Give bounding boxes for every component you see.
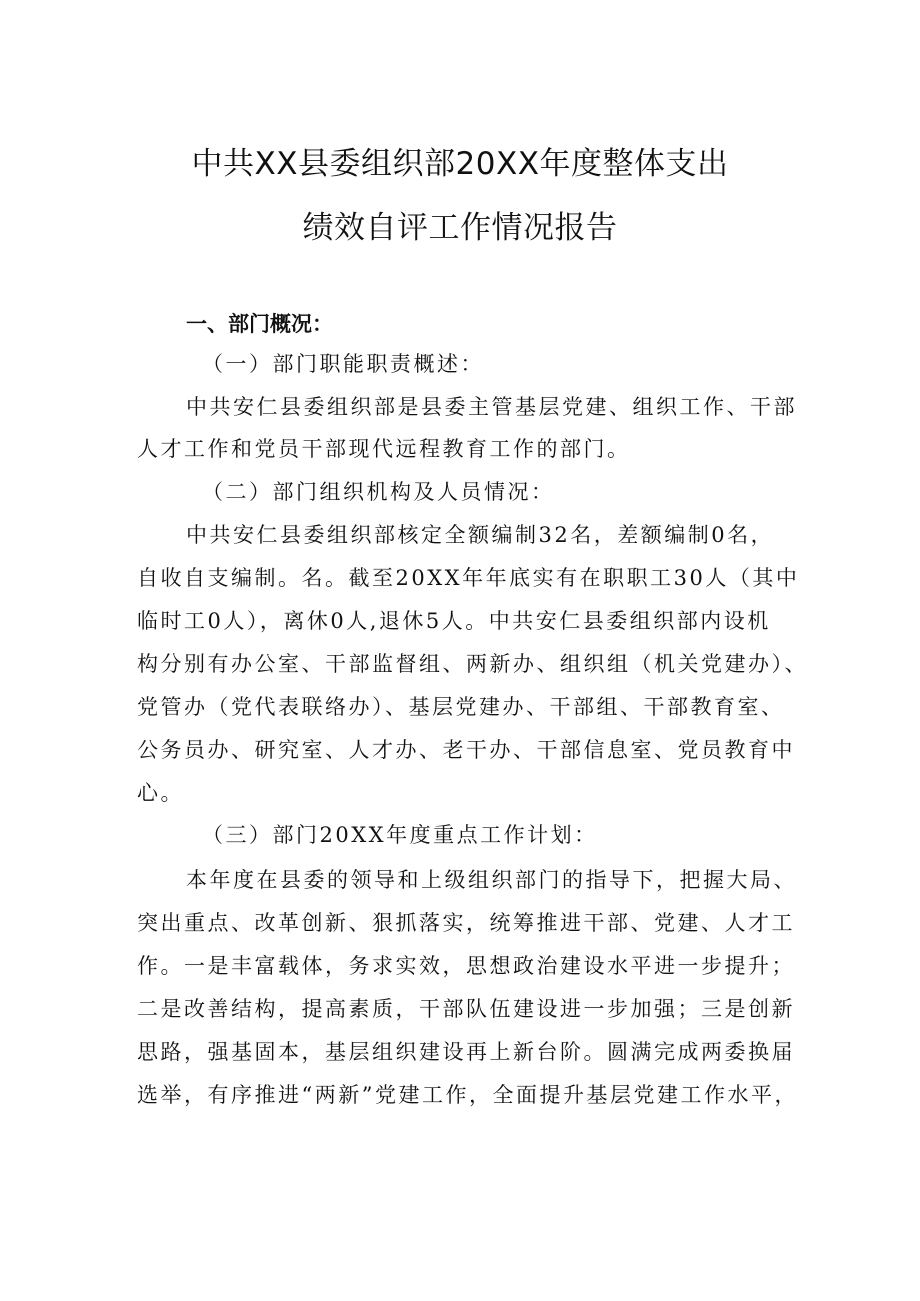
paragraph-line: 自收自支编制。名。截至20XX年年底实有在职职工30人（其中 xyxy=(137,566,800,590)
section-heading-department-overview: 一、部门概况： xyxy=(186,312,333,336)
paragraph-line: 突出重点、改革创新、狠抓落实，统筹推进干部、党建、人才工 xyxy=(137,911,795,935)
paragraph-line: 心。 xyxy=(137,781,184,805)
paragraph-line: 党管办（党代表联络办）、基层党建办、干部组、干部教育室、 xyxy=(137,695,785,719)
paragraph-line: 中共安仁县委组织部是县委主管基层党建、组织工作、干部 xyxy=(186,395,797,419)
paragraph-line: 本年度在县委的领导和上级组织部门的指导下，把握大局、 xyxy=(186,868,797,892)
paragraph-line: 临时工0人），离休0人,退休5人。中共安仁县委组织部内设机 xyxy=(137,609,771,633)
paragraph-line: 思路，强基固本，基层组织建设再上新台阶。圆满完成两委换届 xyxy=(137,1040,795,1064)
paragraph-line: 公务员办、研究室、人才办、老干办、干部信息室、党员教育中 xyxy=(137,738,795,762)
paragraph-line: 作。一是丰富载体，务求实效，思想政治建设水平进一步提升； xyxy=(137,954,795,978)
document-title-line-1: 中共XX县委组织部20XX年度整体支出 xyxy=(191,146,729,182)
paragraph-line: 选举，有序推进“两新”党建工作，全面提升基层党建工作水平， xyxy=(137,1083,798,1107)
subsection-heading-duties: （一）部门职能职责概述： xyxy=(202,352,484,376)
subsection-heading-work-plan: （三）部门20XX年度重点工作计划： xyxy=(202,823,598,847)
document-title-line-2: 绩效自评工作情况报告 xyxy=(302,210,618,246)
paragraph-line: 人才工作和党员干部现代远程教育工作的部门。 xyxy=(137,437,631,461)
paragraph-line: 中共安仁县委组织部核定全额编制32名，差额编制0名， xyxy=(186,523,775,547)
subsection-heading-organization: （二）部门组织机构及人员情况： xyxy=(202,480,555,504)
paragraph-line: 二是改善结构，提高素质，干部队伍建设进一步加强；三是创新 xyxy=(137,997,795,1021)
paragraph-line: 构分别有办公室、干部监督组、两新办、组织组（机关党建办）、 xyxy=(137,652,808,676)
